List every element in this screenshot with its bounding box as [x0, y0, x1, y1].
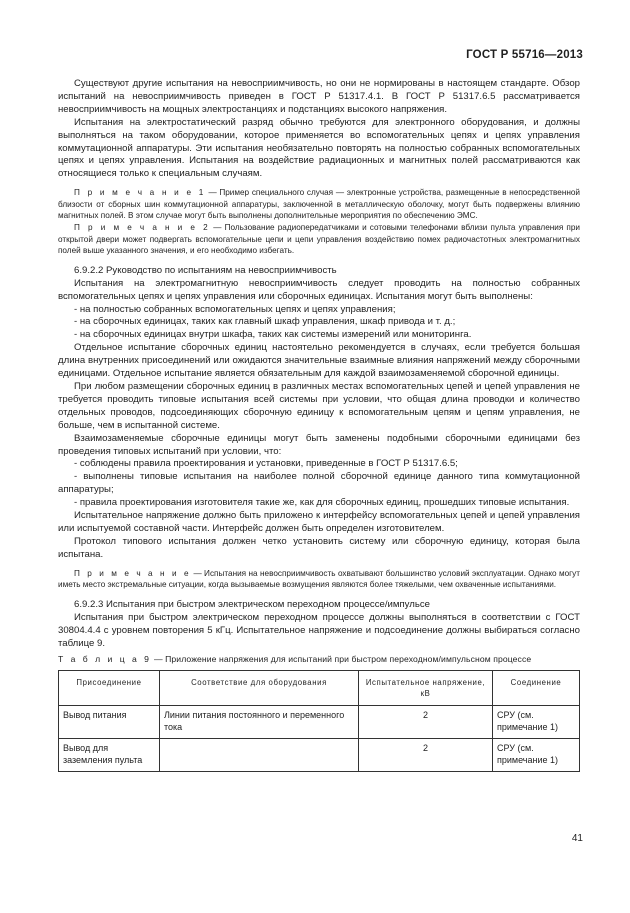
table-row	[59, 739, 580, 772]
section-heading-6923: 6.9.2.3 Испытания при быстром электрическом переходном процессе/импульсе	[74, 598, 430, 610]
note-text: — Испытания на невосприимчивость охватывают большинство условий эксплуатации. Однако могут иметь место экстремальные ситуации, когда вызываемые возмущения являются более тяжелыми, чем охваченные испытаниями.	[58, 568, 581, 590]
column-header: Присоединение	[59, 671, 160, 706]
page-number: 41	[571, 833, 583, 844]
table-cell: СРУ (см. примечание 1)	[493, 706, 580, 739]
note-label: П р и м е ч а н и е	[74, 568, 192, 578]
table-caption-label: Т а б л и ц а 9	[58, 654, 152, 665]
table-caption-text: — Приложение напряжения для испытаний при быстром переходном/импульсном процессе	[151, 654, 532, 665]
list-item: - на сборочных единицах внутри шкафа, таких как системы измерений или мониторинга.	[74, 329, 472, 341]
table-cell: 2	[359, 706, 493, 739]
note-2	[58, 222, 580, 257]
paragraph: Испытания при быстром электрическом переходном процессе должны выполняться в соответствии с ГОСТ 30804.4.4 с уровнем повторения 5 кГц. Испытательное напряжение и подсоединение должны выбираться согласно таблице 9.	[58, 611, 580, 649]
note-label: П р и м е ч а н и е 1	[74, 188, 206, 198]
list-item: - на сборочных единицах, таких как главный шкаф управления, шкаф привода и т. д.;	[74, 316, 456, 328]
paragraph: Испытания на электростатический разряд обычно требуются для электронного оборудования, и должны выполняться на таком оборудовании, которое применяется во вспомогательных цепях и цепях управления коммутационной аппаратуры. Эти испытания необязательно повторять на полностью собранных вспомогательных цепях и цепях управления. Испытания на воздействие радиационных и магнитных полей рассматриваются как относящиеся только к специальным случаям.	[58, 116, 580, 180]
table-cell: 2	[359, 739, 493, 772]
table-cell	[160, 739, 359, 772]
note-text: — Пользование радиопередатчиками и сотовыми телефонами вблизи пульта управления при открытой двери может подвергать вспомогательные цепи и цепи управления воздействию помех радиочастотных электромагнитных полей выше указанного значения, и его необходимо избегать.	[58, 223, 580, 256]
table-cell: Линии питания постоянного и переменного тока	[160, 706, 359, 739]
list-item: - соблюдены правила проектирования и установки, приведенные в ГОСТ Р 51317.6.5;	[74, 458, 458, 470]
list-item: - на полностью собранных вспомогательных цепях и цепях управления;	[74, 303, 396, 315]
paragraph: Взаимозаменяемые сборочные единицы могут быть заменены подобными сборочными единицами без проведения типовых испытаний при условии, что:	[58, 432, 580, 457]
table-cell: СРУ (см. примечание 1)	[493, 739, 580, 772]
paragraph: Отдельное испытание сборочных единиц настоятельно рекомендуется в случаях, если требуется большая длина внутренних присоединений или ожидаются значительные взаимные влияния напряжений между сборочными единицами. Отдельное испытание является обязательным для каждой взаимозаменяемой сборочной единицы.	[58, 342, 580, 380]
note-text: — Пример специального случая — электронные устройства, размещенные в непосредственной близости от сборных шин коммутационной аппаратуры, заключенной в металлическую оболочку, могут быть подвержены влиянию магнитных полей. В этом случае могут быть выполнены дополнительные мероприятия по обеспечению ЭМС.	[58, 188, 580, 221]
table-9	[58, 670, 580, 771]
list-item: - правила проектирования изготовителя такие же, как для сборочных единиц, прошедших типовые испытания.	[74, 497, 570, 509]
section-heading-6922: 6.9.2.2 Руководство по испытаниям на невосприимчивость	[74, 264, 337, 276]
standard-header: ГОСТ Р 55716—2013	[466, 49, 583, 61]
paragraph: Испытания на электромагнитную невосприимчивость следует проводить на полностью собранных вспомогательных цепях и цепях управления или сборочных единицах. Испытания могут быть выполнены:	[58, 277, 580, 302]
column-header: Соответствие для оборудования	[160, 671, 359, 706]
page-content	[58, 78, 580, 772]
paragraph: При любом размещении сборочных единиц в различных местах вспомогательных цепей и цепей управления не требуется проводить типовые испытания всей системы при условии, что общая длина проводки и количество отдельных проводов, подсоединяющих сборочную единицу к вспомогательным цепям и цепям управления, не больше, чем в испытанной системе.	[58, 380, 580, 431]
paragraph: Существуют другие испытания на невосприимчивость, но они не нормированы в настоящем стандарте. Обзор испытаний на невосприимчивость приведен в ГОСТ Р 51317.4.1. В ГОСТ Р 51317.6.5 рассматривается невосприимчивость на мощных электростанциях и подстанциях высокого напряжения.	[58, 78, 580, 115]
table-caption	[58, 653, 580, 665]
table-cell: Вывод питания	[59, 706, 160, 739]
note-3	[58, 568, 580, 591]
paragraph: Протокол типового испытания должен четко установить систему или сборочную единицу, которая была испытана.	[58, 535, 580, 560]
column-header: Испытательное напряжение, кВ	[359, 671, 493, 706]
paragraph: Испытательное напряжение должно быть приложено к интерфейсу вспомогательных цепей и цепей управления или испытуемой составной части. Интерфейс должен быть определен изготовителем.	[58, 510, 580, 534]
table-header-row	[59, 671, 580, 706]
table-cell: Вывод для заземления пульта	[59, 739, 160, 772]
column-header: Соединение	[493, 671, 580, 706]
table-row	[59, 706, 580, 739]
note-1	[58, 187, 580, 222]
note-label: П р и м е ч а н и е 2	[74, 223, 211, 233]
list-item: - выполнены типовые испытания на наиболее полной сборочной единице данного типа коммутационной аппаратуры;	[58, 471, 580, 496]
